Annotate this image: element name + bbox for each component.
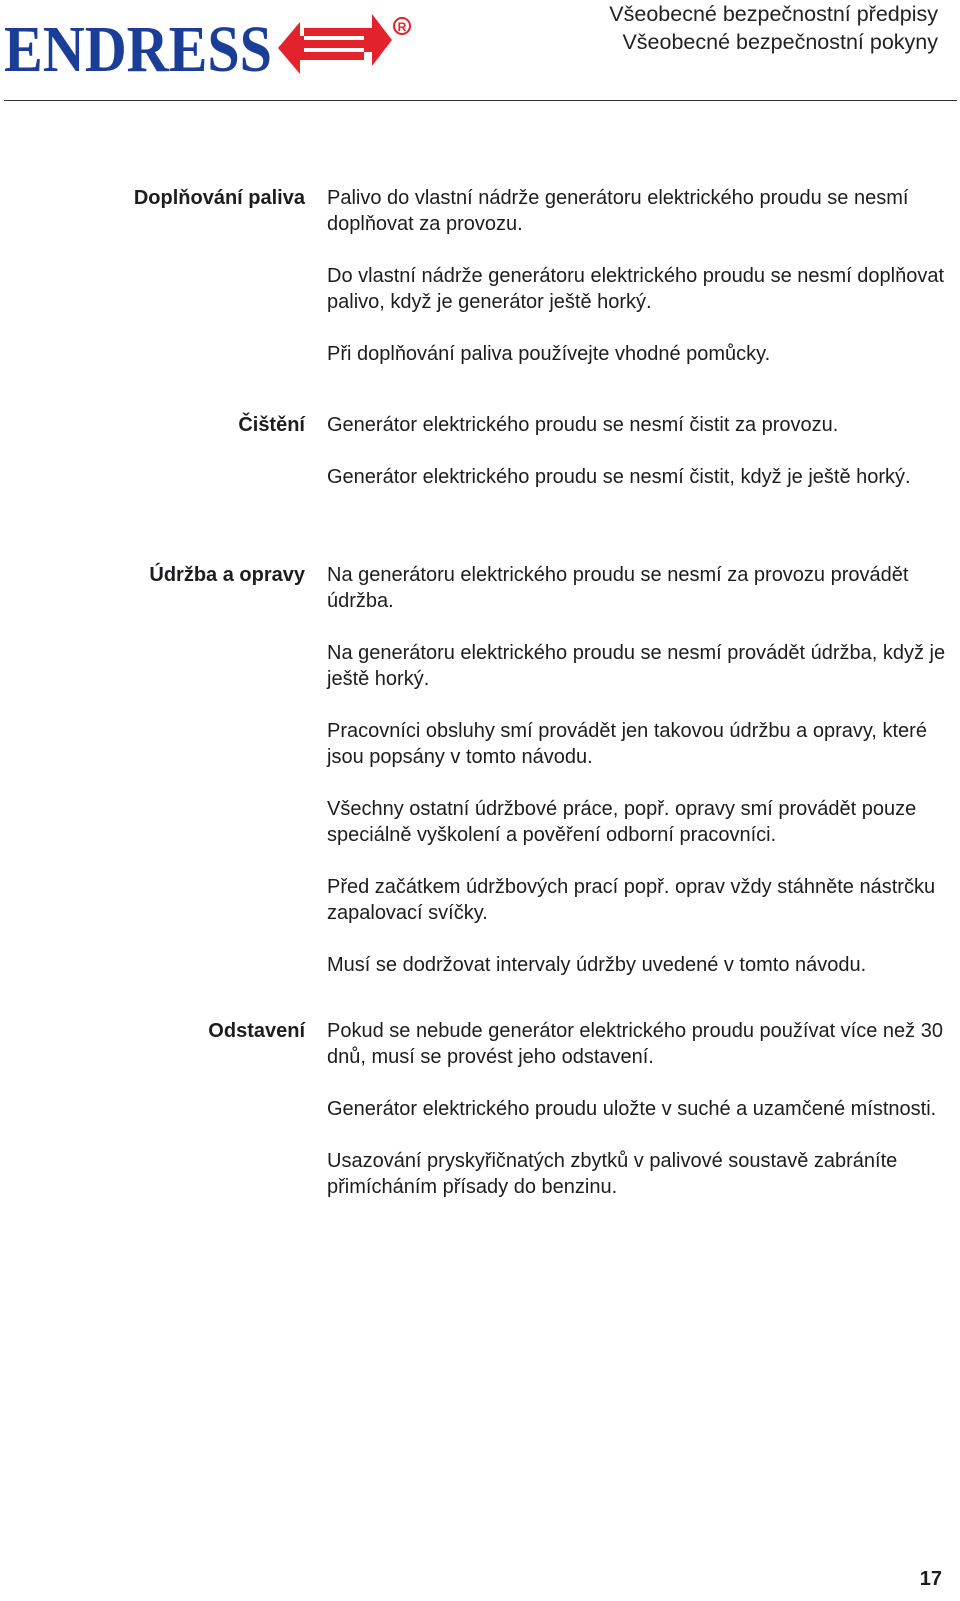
paragraph: Palivo do vlastní nádrže generátoru elektrického proudu se nesmí doplňovat za provozu. xyxy=(327,187,909,235)
svg-text:R: R xyxy=(397,20,407,34)
header-title-2: Všeobecné bezpečnostní pokyny xyxy=(622,30,938,54)
section-heading: Odstavení xyxy=(208,1020,305,1042)
paragraph: Na generátoru elektrického proudu se nesmí provádět údržba, když je ještě horký. xyxy=(327,642,946,690)
page-number: 17 xyxy=(919,1568,942,1590)
paragraph: Generátor elektrického proudu se nesmí čistit, když je ještě horký. xyxy=(327,466,911,488)
paragraph: Pracovníci obsluhy smí provádět jen takovou údržbu a opravy, které jsou popsány v tomto návodu. xyxy=(327,720,927,768)
section-heading: Doplňování paliva xyxy=(133,187,305,209)
paragraph: Musí se dodržovat intervaly údržby uvedené v tomto návodu. xyxy=(327,954,867,976)
paragraph: Všechny ostatní údržbové práce, popř. opravy smí provádět pouze speciálně vyškolení a pověření odborní pracovníci. xyxy=(327,798,917,846)
page-header xyxy=(0,0,960,102)
paragraph: Generátor elektrického proudu se nesmí čistit za provozu. xyxy=(327,414,839,436)
paragraph: Generátor elektrického proudu uložte v suché a uzamčené místnosti. xyxy=(327,1098,937,1120)
logo-text: ENDRESS xyxy=(4,13,272,86)
paragraph: Do vlastní nádrže generátoru elektrického proudu se nesmí doplňovat palivo, když je generátor ještě horký. xyxy=(327,265,945,313)
registered-mark-icon xyxy=(394,18,410,34)
logo-arrows-icon xyxy=(278,14,392,74)
header-title-1: Všeobecné bezpečnostní předpisy xyxy=(609,2,938,26)
paragraph: Před začátkem údržbových prací popř. oprav vždy stáhněte nástrčku zapalovací svíčky. xyxy=(327,876,936,924)
paragraph: Pokud se nebude generátor elektrického proudu používat více než 30 dnů, musí se provést jeho odstavení. xyxy=(327,1020,943,1068)
paragraph: Usazování pryskyřičnatých zbytků v palivové soustavě zabráníte přimícháním přísady do benzinu. xyxy=(327,1150,898,1198)
paragraph: Při doplňování paliva používejte vhodné pomůcky. xyxy=(327,343,771,365)
section-heading: Údržba a opravy xyxy=(149,564,305,586)
header-divider xyxy=(4,100,957,101)
section-text xyxy=(327,1018,952,1226)
endress-logo xyxy=(4,8,424,86)
paragraph: Na generátoru elektrického proudu se nesmí za provozu provádět údržba. xyxy=(327,564,909,612)
section-text xyxy=(327,185,952,393)
header-titles xyxy=(609,0,938,56)
section-heading: Čištění xyxy=(238,414,305,436)
section-text xyxy=(327,412,952,516)
section-text xyxy=(327,562,952,1004)
